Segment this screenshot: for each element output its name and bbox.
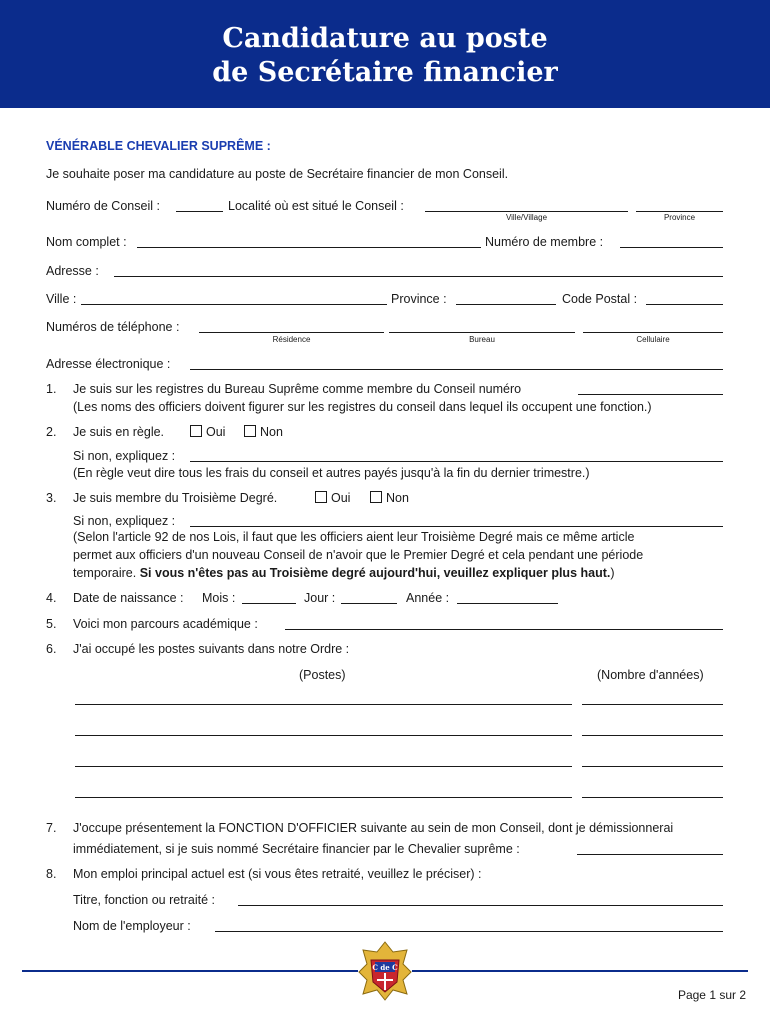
item-2-explain-label: Si non, expliquez : [73,449,176,463]
position-field-1[interactable] [75,704,572,705]
phone-cell-field[interactable] [583,332,723,333]
item-8-text: Mon emploi principal actuel est (si vous êtes retraité, veuillez le préciser) : [73,867,482,881]
locality-province-field[interactable] [636,211,723,212]
years-field-3[interactable] [582,766,723,767]
education-label: Voici mon parcours académique : [73,617,258,631]
year-field[interactable] [457,603,558,604]
page-number: Page 1 sur 2 [677,988,746,1002]
item-3-note-2: permet aux officiers d'un nouveau Conseil de n'avoir que le Premier Degré et cela pendant une période [73,548,644,562]
education-field[interactable] [285,629,723,630]
item-5-number: 5. [46,617,57,631]
position-field-2[interactable] [75,735,572,736]
item-2-explain-field[interactable] [190,461,723,462]
no-label: Non [386,491,409,505]
item-1-note: (Les noms des officiers doivent figurer sur les registres du conseil dans lequel ils occupent une fonction.) [73,400,652,414]
intro-text: Je souhaite poser ma candidature au poste de Secrétaire financier de mon Conseil. [46,167,509,181]
note-close: ) [610,566,615,580]
third-degree-no[interactable] [370,491,409,505]
footer-rule-right [412,970,748,972]
phone-cell-caption: Cellulaire [636,335,670,344]
item-3-note-3 [73,566,615,580]
employer-label: Nom de l'employeur : [73,919,191,933]
item-4-number: 4. [46,591,57,605]
checkbox-no[interactable] [370,491,382,503]
checkbox-no[interactable] [244,425,256,437]
locality-label: Localité où est situé le Conseil : [228,199,404,213]
positions-label: J'ai occupé les postes suivants dans notre Ordre : [73,642,350,656]
good-standing-no[interactable] [244,425,283,439]
email-label: Adresse électronique : [46,357,171,371]
knights-of-columbus-emblem-icon [357,940,413,1002]
years-field-1[interactable] [582,704,723,705]
position-field-4[interactable] [75,797,572,798]
full-name-field[interactable] [137,247,481,248]
year-label: Année : [406,591,450,605]
yes-label: Oui [331,491,351,505]
phone-office-field[interactable] [389,332,575,333]
full-name-label: Nom complet : [46,235,127,249]
item-3-text: Je suis membre du Troisième Degré. [73,491,278,505]
salutation: VÉNÉRABLE CHEVALIER SUPRÊME : [46,139,271,153]
emblem-letters: C de C [372,963,398,972]
checkbox-yes[interactable] [315,491,327,503]
phones-label: Numéros de téléphone : [46,320,180,334]
postal-code-label: Code Postal : [562,292,638,306]
birth-date-label: Date de naissance : [73,591,184,605]
good-standing-yes[interactable] [190,425,225,439]
title-line-2: de Secrétaire financier [212,57,558,88]
address-field[interactable] [114,276,723,277]
month-field[interactable] [242,603,296,604]
item-7-number: 7. [46,821,57,835]
locality-city-field[interactable] [425,211,628,212]
city-label: Ville : [46,292,77,306]
item-7-text-1: J'occupe présentement la FONCTION D'OFFICIER suivante au sein de mon Conseil, dont je démissionnerai [73,821,674,835]
locality-city-caption: Ville/Village [505,213,548,222]
footer-rule-left [22,970,358,972]
positions-column-header: (Postes) [299,668,346,682]
postal-code-field[interactable] [646,304,723,305]
address-label: Adresse : [46,264,99,278]
yes-label: Oui [206,425,226,439]
council-member-number-field[interactable] [578,394,723,395]
item-7-text-2: immédiatement, si je suis nommé Secrétaire financier par le Chevalier suprême : [73,842,520,856]
item-1-number: 1. [46,382,57,396]
phone-office-caption: Bureau [469,335,495,344]
province-label: Province : [391,292,447,306]
council-number-field[interactable] [176,211,223,212]
item-3-explain-field[interactable] [190,526,723,527]
position-field-3[interactable] [75,766,572,767]
years-field-2[interactable] [582,735,723,736]
no-label: Non [260,425,283,439]
employer-field[interactable] [215,931,723,932]
day-label: Jour : [304,591,336,605]
checkbox-yes[interactable] [190,425,202,437]
item-3-explain-label: Si non, expliquez : [73,514,176,528]
note-text: temporaire. [73,566,140,580]
locality-province-caption: Province [663,213,696,222]
title-banner [0,0,770,108]
item-3-number: 3. [46,491,57,505]
title-line-1: Candidature au poste [222,23,548,54]
phone-home-field[interactable] [199,332,384,333]
item-2-note: (En règle veut dire tous les frais du conseil et autres payés jusqu'à la fin du dernier trimestre.) [73,466,590,480]
province-field[interactable] [456,304,556,305]
years-field-4[interactable] [582,797,723,798]
member-number-label: Numéro de membre : [485,235,604,249]
item-6-number: 6. [46,642,57,656]
job-title-field[interactable] [238,905,723,906]
email-field[interactable] [190,369,723,370]
city-field[interactable] [81,304,387,305]
item-8-number: 8. [46,867,57,881]
council-number-label: Numéro de Conseil : [46,199,160,213]
item-3-note-1: (Selon l'article 92 de nos Lois, il faut que les officiers aient leur Troisième Degré mais ce même article [73,530,635,544]
item-2-number: 2. [46,425,57,439]
note-emphasis: Si vous n'êtes pas au Troisième degré aujourd'hui, veuillez expliquer plus haut. [139,566,611,580]
day-field[interactable] [341,603,397,604]
member-number-field[interactable] [620,247,723,248]
phone-home-caption: Résidence [272,335,311,344]
third-degree-yes[interactable] [315,491,350,505]
job-title-label: Titre, fonction ou retraité : [73,893,215,907]
item-1-text: Je suis sur les registres du Bureau Suprême comme membre du Conseil numéro [73,382,522,396]
item-2-text: Je suis en règle. [73,425,165,439]
current-office-field[interactable] [577,854,723,855]
month-label: Mois : [202,591,236,605]
years-column-header: (Nombre d'années) [597,668,704,682]
